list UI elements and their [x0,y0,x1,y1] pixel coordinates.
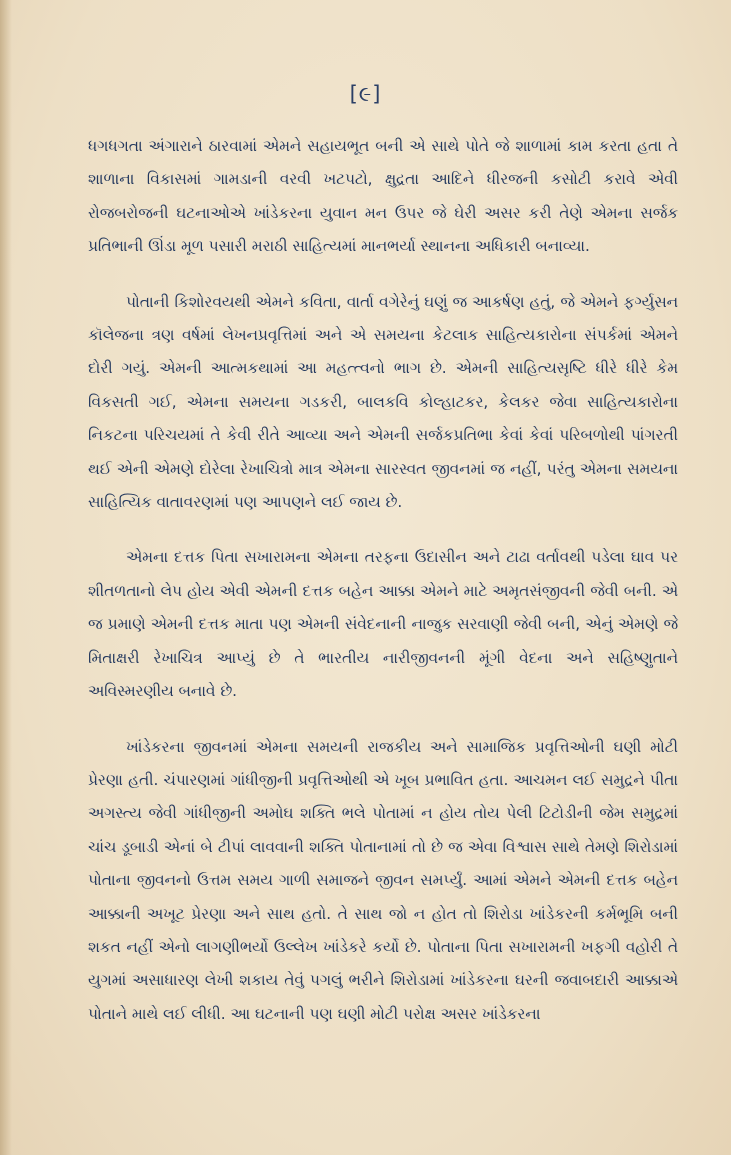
page-number: [૯] [349,82,382,106]
page-binding-shadow [0,0,12,1155]
paragraph-2: પોતાની કિશોરવયથી એમને કવિતા, વાર્તા વગેરેનું ઘણું જ આકર્ષણ હતું, જે એમને ફર્ગ્યુસન કૉલેજના ત્રણ વર્ષમાં લેખનપ્રવૃત્તિમાં અને એ સમયના કેટલાક સાહિત્યકારોના સંપર્કમાં એમને દોરી ગયું. એમની આત્મકથામાં આ મહત્ત્વનો ભાગ છે. એમની સાહિત્યસૃષ્ટિ ધીરે ધીરે કેમ વિકસતી ગઈ, એમના સમયના ગડકરી, બાલકવિ કોલ્હાટકર, કેલકર જેવા સાહિત્યકારોના નિકટના પરિચયમાં તે કેવી રીતે આવ્યા અને એમની સર્જકપ્રતિભા કેવાં કેવાં પરિબળોથી પાંગરતી થઈ એની એમણે દોરેલા રેખાચિત્રો માત્ર એમના સારસ્વત જીવનમાં જ નહીં, પરંતુ એમના સમયના સાહિત્યિક વાતાવરણમાં પણ આપણને લઈ જાય છે. [88,292,678,512]
paragraph-3: એમના દત્તક પિતા સખારામના એમના તરફના ઉદાસીન અને ટાઢા વર્તાવથી પડેલા ઘાવ પર શીતળતાનો લેપ હોય એવી એમની દત્તક બહેન આક્કા એમને માટે અમૃતસંજીવની જેવી બની. એ જ પ્રમાણે એમની દત્તક માતા પણ એમની સંવેદનાની નાજુક સરવાણી જેવી બની, એનું એમણે જે મિતાક્ષરી રેખાચિત્ર આપ્યું છે તે ભારતીય નારીજીવનની મૂંગી વેદના અને સહિષ્ણુતાને અવિસ્મરણીય બનાવે છે. [88,548,678,701]
paragraph-1: ધગધગતા અંગારાને ઠારવામાં એમને સહાયભૂત બની એ સાથે પોતે જે શાળામાં કામ કરતા હતા તે શાળાના વિકાસમાં ગામડાની વરવી ખટપટો, ક્ષુદ્રતા આદિને ધીરજની કસોટી કરાવે એવી રોજબરોજની ઘટનાઓએ ખાંડેકરના યુવાન મન ઉપર જે ઘેરી અસર કરી તેણે એમના સર્જક પ્રતિભાની ઊંડા મૂળ પસારી મરાઠી સાહિત્યમાં માનભર્યા સ્થાનના અધિકારી બનાવ્યા. [88,137,678,256]
body-text [88,130,678,1031]
paragraph-4: ખાંડેકરના જીવનમાં એમના સમયની રાજકીય અને સામાજિક પ્રવૃત્તિઓની ઘણી મોટી પ્રેરણા હતી. ચંપારણમાં ગાંધીજીની પ્રવૃત્તિઓથી એ ખૂબ પ્રભાવિત હતા. આચમન લઈ સમુદ્રને પીતા અગસ્ત્ય જેવી ગાંધીજીની અમોઘ શક્તિ ભલે પોતામાં ન હોય તોય પેલી ટિટોડીની જેમ સમુદ્રમાં ચાંચ ડૂબાડી એનાં બે ટીપાં લાવવાની શક્તિ પોતાનામાં તો છે જ એવા વિશ્વાસ સાથે તેમણે શિરોડામાં પોતાના જીવનનો ઉત્તમ સમય ગાળી સમાજને જીવન સમર્પ્યું. આમાં એમને એમની દત્તક બહેન આક્કાની અખૂટ પ્રેરણા અને સાથ હતો. તે સાથ જો ન હોત તો શિરોડા ખાંડેકરની કર્મભૂમિ બની શકત નહીં એનો લાગણીભર્યો ઉલ્લેખ ખાંડેકરે કર્યો છે. પોતાના પિતા સખારામની ખફગી વહોરી તે યુગમાં અસાધારણ લેખી શકાય તેવું પગલું ભરીને શિરોડામાં ખાંડેકરના ઘરની જવાબદારી આક્કાએ પોતાને માથે લઈ લીધી. આ ઘટનાની પણ ઘણી મોટી પરોક્ષ અસર ખાંડેકરના [88,737,678,1023]
